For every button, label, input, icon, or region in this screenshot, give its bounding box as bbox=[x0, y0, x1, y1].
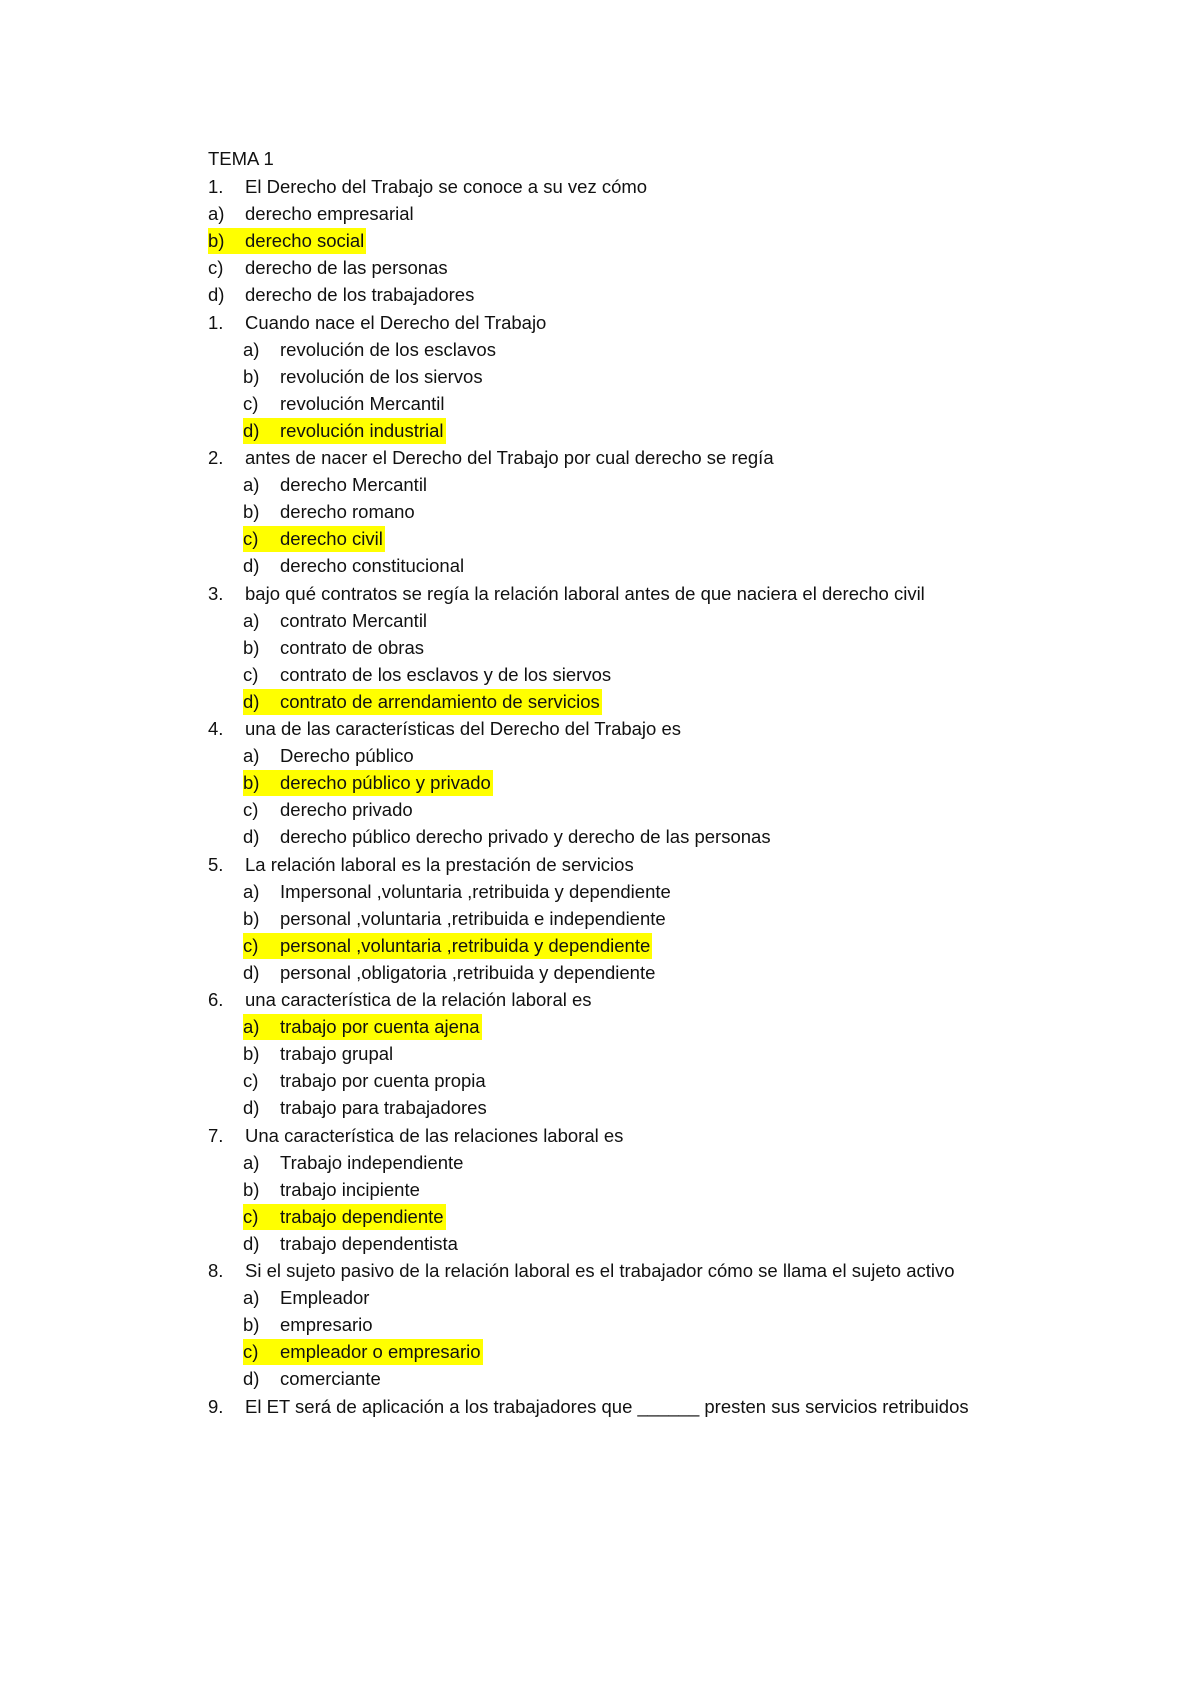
answer-option bbox=[243, 364, 485, 390]
option-text: derecho de las personas bbox=[245, 257, 448, 279]
option-text: personal ,obligatoria ,retribuida y dependiente bbox=[280, 961, 656, 983]
question-number: 9. bbox=[208, 1395, 224, 1417]
option-letter: c) bbox=[208, 257, 224, 279]
option-text: trabajo grupal bbox=[280, 1043, 394, 1065]
answer-option bbox=[243, 391, 447, 417]
option-letter: a) bbox=[243, 474, 260, 496]
option-letter: b) bbox=[243, 907, 260, 929]
answer-option bbox=[243, 1231, 460, 1257]
option-letter: d) bbox=[243, 419, 260, 441]
question-number: 1. bbox=[208, 311, 224, 333]
answer-option bbox=[243, 906, 668, 932]
answer-option bbox=[243, 879, 673, 905]
option-text: derecho civil bbox=[280, 528, 383, 550]
question-number: 1. bbox=[208, 176, 224, 197]
answer-option bbox=[243, 1285, 371, 1311]
option-letter: c) bbox=[243, 663, 259, 685]
answer-option bbox=[243, 1041, 395, 1067]
option-letter: b) bbox=[243, 636, 260, 658]
question-text: Cuando nace el Derecho del Trabajo bbox=[245, 311, 547, 333]
option-letter: a) bbox=[243, 1016, 260, 1038]
option-letter: b) bbox=[243, 365, 260, 387]
option-letter: d) bbox=[208, 284, 225, 306]
option-text: trabajo incipiente bbox=[280, 1178, 420, 1200]
answer-option bbox=[243, 824, 773, 850]
answer-option-highlighted bbox=[243, 689, 602, 715]
question-text: antes de nacer el Derecho del Trabajo por cual derecho se regía bbox=[245, 447, 774, 468]
option-text: Derecho público bbox=[280, 745, 414, 767]
answer-option-highlighted bbox=[243, 770, 493, 796]
answer-option-highlighted bbox=[243, 933, 652, 959]
answer-option bbox=[243, 960, 657, 986]
option-text: contrato de los esclavos y de los siervos bbox=[280, 663, 612, 685]
option-text: derecho privado bbox=[280, 799, 413, 821]
option-letter: b) bbox=[243, 1178, 260, 1200]
option-text: derecho público y privado bbox=[280, 772, 491, 794]
answer-option bbox=[243, 1177, 422, 1203]
question-line bbox=[208, 987, 594, 1013]
question-number: 6. bbox=[208, 989, 224, 1010]
option-letter: a) bbox=[243, 1287, 260, 1309]
question-text: Si el sujeto pasivo de la relación laboral es el trabajador cómo se llama el sujeto activo bbox=[245, 1260, 955, 1281]
option-letter: d) bbox=[243, 961, 260, 983]
answer-option bbox=[208, 255, 450, 281]
option-text: trabajo dependiente bbox=[280, 1205, 444, 1227]
option-text: personal ,voluntaria ,retribuida e independiente bbox=[280, 907, 666, 929]
question-line bbox=[208, 716, 683, 742]
option-text: derecho constitucional bbox=[280, 555, 465, 577]
question-number: 4. bbox=[208, 718, 224, 739]
option-letter: c) bbox=[243, 528, 259, 550]
answer-option bbox=[243, 1095, 489, 1121]
answer-option bbox=[243, 553, 466, 579]
option-text: revolución industrial bbox=[280, 419, 444, 441]
answer-option bbox=[243, 797, 415, 823]
option-letter: c) bbox=[243, 1070, 259, 1092]
option-text: Trabajo independiente bbox=[280, 1151, 464, 1173]
option-letter: d) bbox=[243, 1097, 260, 1119]
option-letter: b) bbox=[243, 1314, 260, 1336]
option-letter: c) bbox=[243, 392, 259, 414]
answer-option bbox=[243, 662, 613, 688]
answer-option bbox=[243, 743, 416, 769]
question-line bbox=[208, 1258, 957, 1284]
question-text: El ET será de aplicación a los trabajadores que ______ presten sus servicios retribuidos bbox=[245, 1395, 969, 1417]
option-text: derecho empresarial bbox=[245, 203, 414, 225]
answer-option-highlighted bbox=[208, 228, 366, 254]
option-letter: a) bbox=[243, 1151, 260, 1173]
answer-option bbox=[243, 1150, 465, 1176]
option-letter: d) bbox=[243, 1368, 260, 1390]
option-letter: c) bbox=[243, 1205, 259, 1227]
question-text: Una característica de las relaciones laboral es bbox=[245, 1124, 624, 1146]
option-text: personal ,voluntaria ,retribuida y dependiente bbox=[280, 934, 651, 956]
option-text: revolución Mercantil bbox=[280, 392, 445, 414]
answer-option-highlighted bbox=[243, 1339, 483, 1365]
option-text: derecho Mercantil bbox=[280, 474, 428, 496]
option-letter: d) bbox=[243, 555, 260, 577]
question-line bbox=[208, 310, 548, 336]
option-text: Empleador bbox=[280, 1287, 370, 1309]
option-text: derecho romano bbox=[280, 501, 415, 523]
option-letter: c) bbox=[243, 1341, 259, 1363]
question-number: 7. bbox=[208, 1124, 224, 1146]
option-letter: c) bbox=[243, 799, 259, 821]
question-text: bajo qué contratos se regía la relación laboral antes de que naciera el derecho civil bbox=[245, 582, 925, 604]
option-text: revolución de los siervos bbox=[280, 365, 483, 387]
option-letter: b) bbox=[243, 772, 260, 794]
option-letter: a) bbox=[243, 745, 260, 767]
question-number: 8. bbox=[208, 1260, 224, 1281]
option-text: trabajo por cuenta ajena bbox=[280, 1016, 480, 1038]
option-text: contrato Mercantil bbox=[280, 609, 428, 631]
question-text: una característica de la relación laboral es bbox=[245, 989, 592, 1010]
option-text: derecho público derecho privado y derecho de las personas bbox=[280, 826, 771, 848]
question-text: La relación laboral es la prestación de servicios bbox=[245, 853, 634, 875]
option-text: derecho de los trabajadores bbox=[245, 284, 475, 306]
answer-option bbox=[243, 608, 429, 634]
option-text: contrato de obras bbox=[280, 636, 424, 658]
option-text: trabajo para trabajadores bbox=[280, 1097, 487, 1119]
option-letter: a) bbox=[243, 880, 260, 902]
option-letter: a) bbox=[243, 338, 260, 360]
question-text: una de las características del Derecho del Trabajo es bbox=[245, 718, 682, 739]
option-text: trabajo dependentista bbox=[280, 1232, 458, 1254]
option-letter: d) bbox=[243, 690, 260, 712]
question-line bbox=[208, 174, 649, 200]
answer-option-highlighted bbox=[243, 1204, 446, 1230]
question-number: 2. bbox=[208, 447, 224, 468]
option-text: trabajo por cuenta propia bbox=[280, 1070, 486, 1092]
answer-option bbox=[243, 1312, 375, 1338]
option-letter: a) bbox=[208, 203, 225, 225]
question-line bbox=[208, 581, 927, 607]
option-letter: d) bbox=[243, 1232, 260, 1254]
answer-option bbox=[243, 337, 498, 363]
option-letter: b) bbox=[243, 501, 260, 523]
option-letter: a) bbox=[243, 609, 260, 631]
option-text: derecho social bbox=[245, 230, 365, 252]
question-text: El Derecho del Trabajo se conoce a su vez cómo bbox=[245, 176, 648, 197]
answer-option-highlighted bbox=[243, 1014, 482, 1040]
question-line bbox=[208, 445, 776, 471]
answer-option bbox=[243, 1366, 383, 1392]
question-line bbox=[208, 852, 636, 878]
answer-option bbox=[208, 282, 476, 308]
question-line bbox=[208, 1123, 625, 1149]
option-letter: c) bbox=[243, 934, 259, 956]
option-text: revolución de los esclavos bbox=[280, 338, 496, 360]
option-letter: d) bbox=[243, 826, 260, 848]
answer-option bbox=[243, 1068, 488, 1094]
answer-option bbox=[243, 635, 426, 661]
option-text: Impersonal ,voluntaria ,retribuida y dependiente bbox=[280, 880, 671, 902]
question-line bbox=[208, 1394, 971, 1420]
option-text: comerciante bbox=[280, 1368, 381, 1390]
question-number: 3. bbox=[208, 582, 224, 604]
document-title: TEMA 1 bbox=[208, 148, 274, 169]
option-letter: b) bbox=[208, 230, 225, 252]
answer-option bbox=[243, 499, 417, 525]
answer-option bbox=[208, 201, 416, 227]
option-text: contrato de arrendamiento de servicios bbox=[280, 690, 600, 712]
answer-option bbox=[243, 472, 429, 498]
option-text: empresario bbox=[280, 1314, 373, 1336]
option-text: empleador o empresario bbox=[280, 1341, 481, 1363]
question-number: 5. bbox=[208, 853, 224, 875]
answer-option-highlighted bbox=[243, 526, 385, 552]
answer-option-highlighted bbox=[243, 418, 446, 444]
option-letter: b) bbox=[243, 1043, 260, 1065]
